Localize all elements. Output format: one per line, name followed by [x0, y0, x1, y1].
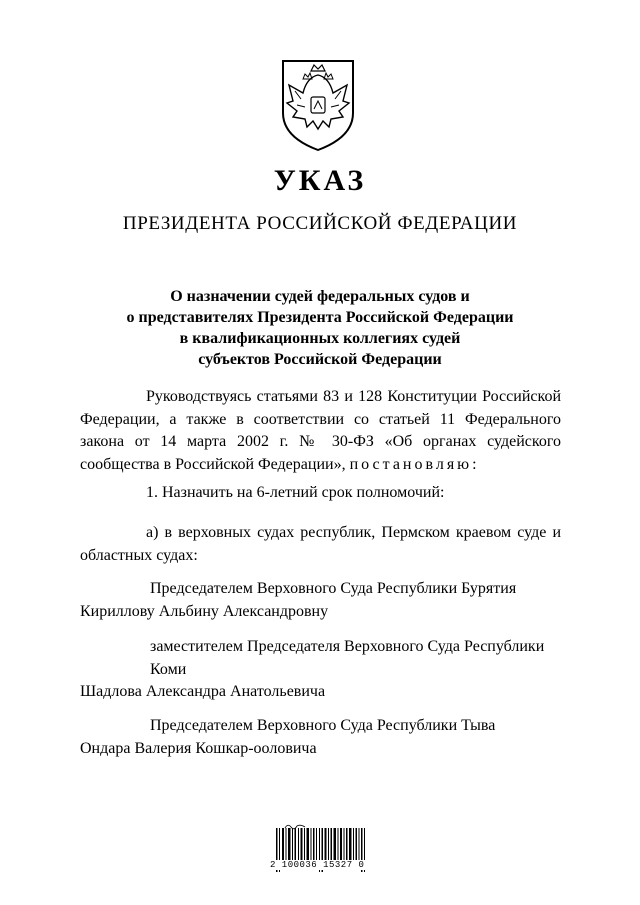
heading-line: о представителях Президента Российской Федерации: [126, 309, 514, 326]
heading-line: О назначении судей федеральных судов и: [170, 288, 470, 305]
appointment-name: Ондара Валерия Кошкар-ооловича: [80, 739, 317, 757]
clause-a: а) в верховных судах республик, Пермском краевом суде и областных судах:: [80, 524, 561, 564]
preamble-line: Федерации, а также в соответствии со статьей 11 Федерального: [80, 410, 561, 428]
preamble-line: закона от 14 марта 2002 г. № 30-ФЗ «Об органах судейского: [80, 433, 561, 450]
heading-line: в квалификационных коллегиях судей: [179, 330, 461, 347]
appointment-name: Шадлова Александра Анатольевича: [80, 683, 326, 700]
appointment-position: Председателем Верховного Суда Республики Бурятия: [150, 580, 517, 597]
appointment-name: Кириллову Альбину Александровну: [80, 602, 329, 620]
decree-heading: [0, 286, 640, 370]
preamble-last-text: сообщества в Российской Федерации»,: [80, 455, 346, 473]
appointment-entry: [80, 578, 561, 623]
appointment-position: Коми: [150, 660, 187, 678]
barcode-number: 2 100036 15327 0: [270, 860, 380, 870]
appointment-position: заместителем Председателя Верховного Суда Республики: [150, 638, 545, 655]
appointment-entry: [80, 636, 561, 704]
appointment-entry: [80, 715, 561, 760]
russian-coat-of-arms-icon: [275, 55, 361, 153]
document-title: УКАЗ: [273, 164, 367, 197]
clause-1: 1. Назначить на 6-летний срок полномочий:: [146, 484, 445, 501]
appointment-position: Председателем Верховного Суда Республики Тыва: [150, 717, 496, 734]
document-subtitle: ПРЕЗИДЕНТА РОССИЙСКОЙ ФЕДЕРАЦИИ: [122, 213, 518, 234]
heading-line: субъектов Российской Федерации: [198, 351, 442, 368]
preamble-line: Руководствуясь статьями 83 и 128 Конституции Российской: [146, 388, 561, 405]
preamble-line: [80, 454, 561, 477]
preamble: [80, 386, 561, 476]
decree-word: постановляю:: [349, 455, 480, 473]
